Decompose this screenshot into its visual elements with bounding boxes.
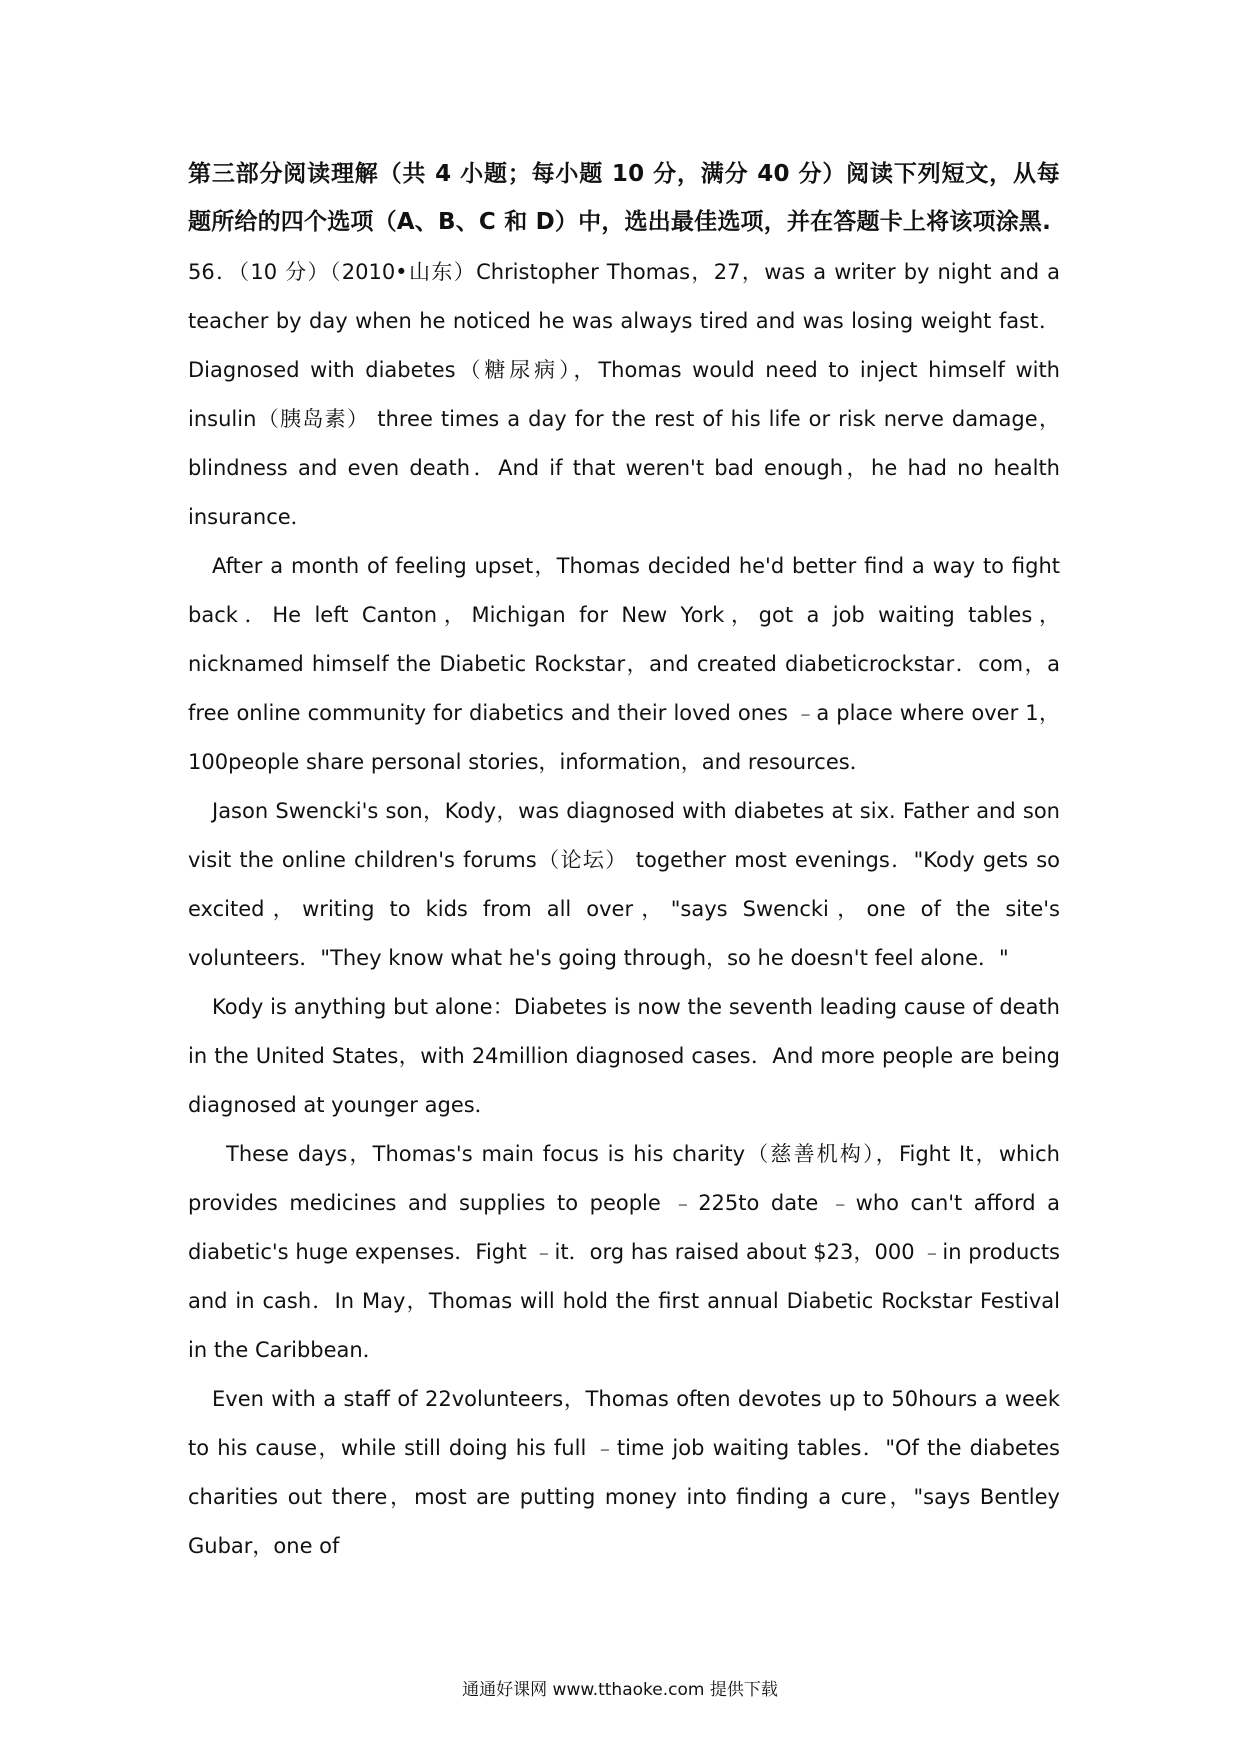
- passage-paragraph-1: 56．（10 分）（2010•山东）Christopher Thomas，27，was a writer by night and a teacher by day when he noticed he was always tired and was losing weight fast．Diagnosed with diabetes（糖尿病），Thomas would need to inject himself with insulin（胰岛素） three times a day for the rest of his life or risk nerve damage，blindness and even death．And if that weren't bad enough，he had no health insurance．: [188, 260, 1060, 529]
- passage-paragraph-4: Kody is anything but alone：Diabetes is now the seventh leading cause of death in the United States，with 24million diagnosed cases．And more people are being diagnosed at younger ages．: [188, 995, 1060, 1117]
- page-footer: 通通好课网 www.tthaoke.com 提供下载: [462, 1680, 778, 1700]
- passage-paragraph-2: After a month of feeling upset，Thomas decided he'd better find a way to fight back．He left Canton，Michigan for New York，got a job waiting tables，nicknamed himself the Diabetic Rockstar，and created diabeticrockstar．com，a free online community for diabetics and their loved ones ﹣a place where over 1，100people share personal stories，information，and resources．: [188, 554, 1060, 774]
- passage-paragraph-5: These days，Thomas's main focus is his charity（慈善机构），Fight It，which provides medicines and supplies to people ﹣225to date ﹣who can't afford a diabetic's huge expenses．Fight ﹣it．org has raised about $23，000 ﹣in products and in cash．In May，Thomas will hold the first annual Diabetic Rockstar Festival in the Caribbean．: [188, 1142, 1060, 1362]
- passage-paragraph-6: Even with a staff of 22volunteers，Thomas often devotes up to 50hours a week to his cause，while still doing his full ﹣time job waiting tables．"Of the diabetes charities out there，most are putting money into finding a cure，"says Bentley Gubar，one of: [188, 1387, 1060, 1558]
- passage-paragraph-3: Jason Swencki's son，Kody，was diagnosed with diabetes at six. Father and son visit the online children's forums（论坛） together most evenings．"Kody gets so excited，writing to kids from all over，"says Swencki，one of the site's volunteers．"They know what he's going through，so he doesn't feel alone．": [188, 799, 1060, 970]
- section-instructions: 第三部分阅读理解（共 4 小题；每小题 10 分，满分 40 分）阅读下列短文，从每题所给的四个选项（A、B、C 和 D）中，选出最佳选项，并在答题卡上将该项涂黑.: [188, 161, 1060, 235]
- reading-section: [188, 150, 1060, 1571]
